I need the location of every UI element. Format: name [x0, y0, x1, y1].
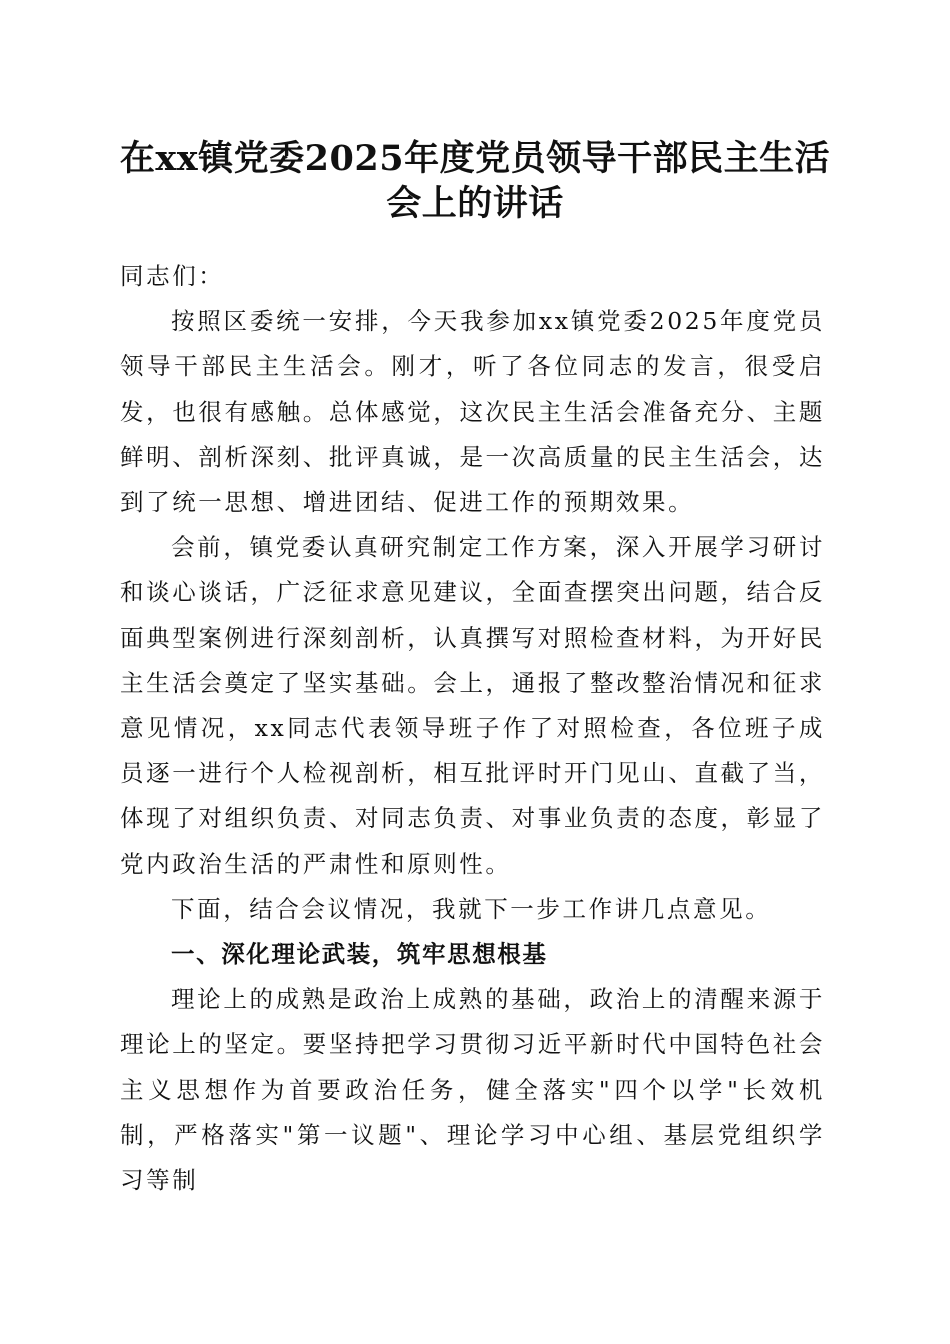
- paragraph-transition: 下面，结合会议情况，我就下一步工作讲几点意见。: [171, 894, 772, 923]
- document-title: [95, 136, 855, 226]
- paragraph-opening: 按照区委统一安排，今天我参加xx镇党委2025年度党员领导干部民主生活会。刚才，听了各位同志的发言，很受启发，也很有感触。总体感觉，这次民主生活会准备充分、主题鲜明、剖析深刻、批评真诚，是一次高质量的民主生活会，达到了统一思想、增进团结、促进工作的预期效果。: [120, 307, 825, 517]
- title-line-1: 在xx镇党委2025年度党员领导干部民主生活: [119, 138, 831, 179]
- paragraph-meeting-review: 会前，镇党委认真研究制定工作方案，深入开展学习研讨和谈心谈话，广泛征求意见建议，全面查摆突出问题，结合反面典型案例进行深刻剖析，认真撰写对照检查材料，为开好民主生活会奠定了坚实基础。会上，通报了整改整治情况和征求意见情况，xx同志代表领导班子作了对照检查，各位班子成员逐一进行个人检视剖析，相互批评时开门见山、直截了当，体现了对组织负责、对同志负责、对事业负责的态度，彰显了党内政治生活的严肃性和原则性。: [120, 533, 825, 878]
- section-heading-1: 一、深化理论武装，筑牢思想根基: [171, 940, 548, 969]
- section-1-paragraph: 理论上的成熟是政治上成熟的基础，政治上的清醒来源于理论上的坚定。要坚持把学习贯彻习近平新时代中国特色社会主义思想作为首要政治任务，健全落实"四个以学"长效机制，严格落实"第一议题"、理论学习中心组、基层党组织学习等制: [120, 985, 825, 1195]
- title-line-2: 会上的讲话: [386, 183, 564, 224]
- document-body: [120, 254, 825, 1203]
- salutation: 同志们：: [120, 262, 225, 290]
